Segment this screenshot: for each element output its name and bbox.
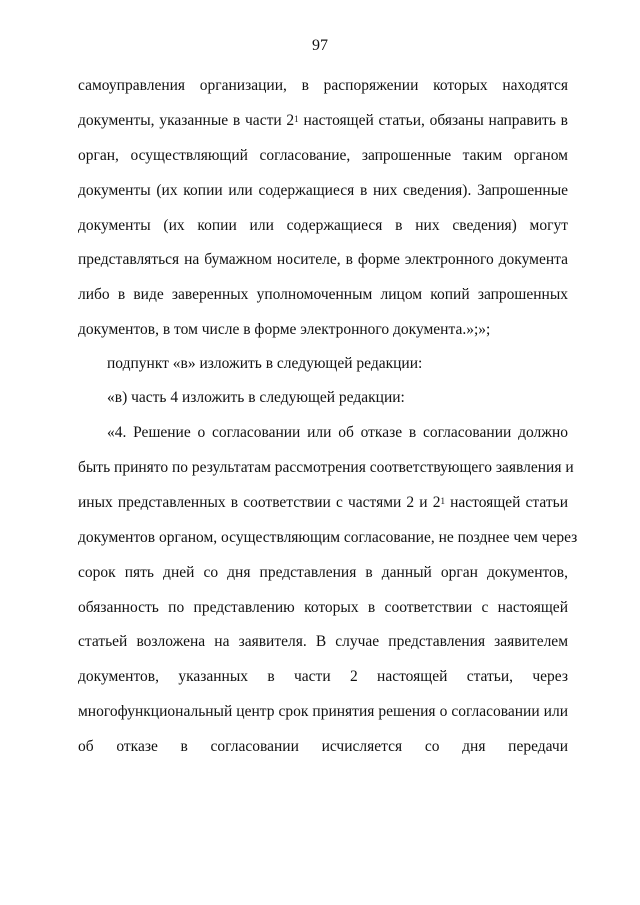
text-line: подпункт «в» изложить в следующей редакции: bbox=[107, 355, 423, 372]
text-fragment: настоящей статьи, обязаны направить в bbox=[298, 112, 568, 129]
text-line: орган, осуществляющий согласование, запрошенные таким органом bbox=[78, 147, 568, 164]
text-line: документов, указанных в части 2 настоящей статьи, через bbox=[78, 668, 568, 685]
superscript: 1 bbox=[294, 114, 299, 124]
text-line: документы (их копии или содержащиеся в них сведения). Запрошенные bbox=[78, 182, 568, 199]
page-number: 97 bbox=[312, 37, 328, 54]
text-line: документы (их копии или содержащиеся в них сведения) могут bbox=[78, 217, 568, 234]
superscript: 1 bbox=[440, 496, 445, 506]
text-line: представляться на бумажном носителе, в форме электронного документа bbox=[78, 251, 568, 268]
text-line bbox=[78, 492, 568, 514]
text-line bbox=[78, 110, 568, 132]
text-line: «в) часть 4 изложить в следующей редакции: bbox=[107, 389, 405, 406]
text-fragment: документы, указанные в части 2 bbox=[78, 112, 295, 129]
text-fragment: настоящей статьи bbox=[444, 494, 569, 511]
text-line: самоуправления организации, в распоряжении которых находятся bbox=[78, 77, 568, 94]
text-line: многофункциональный центр срок принятия решения о согласовании или bbox=[78, 703, 568, 720]
text-line: «4. Решение о согласовании или об отказе в согласовании должно bbox=[107, 424, 568, 441]
text-line: либо в виде заверенных уполномоченным лицом копий запрошенных bbox=[78, 286, 568, 303]
text-line: документов органом, осуществляющим согласование, не позднее чем через bbox=[78, 529, 578, 546]
text-line: документов, в том числе в форме электронного документа.»;»; bbox=[78, 321, 491, 338]
text-fragment: иных представленных в соответствии с частями 2 и 2 bbox=[78, 494, 441, 511]
text-line: об отказе в согласовании исчисляется со дня передачи bbox=[78, 738, 568, 755]
text-line: статьей возложена на заявителя. В случае представления заявителем bbox=[78, 633, 568, 650]
text-line: обязанность по представлению которых в соответствии с настоящей bbox=[78, 599, 568, 616]
text-line: сорок пять дней со дня представления в данный орган документов, bbox=[78, 564, 568, 581]
text-line: быть принято по результатам рассмотрения соответствующего заявления и bbox=[78, 459, 574, 476]
